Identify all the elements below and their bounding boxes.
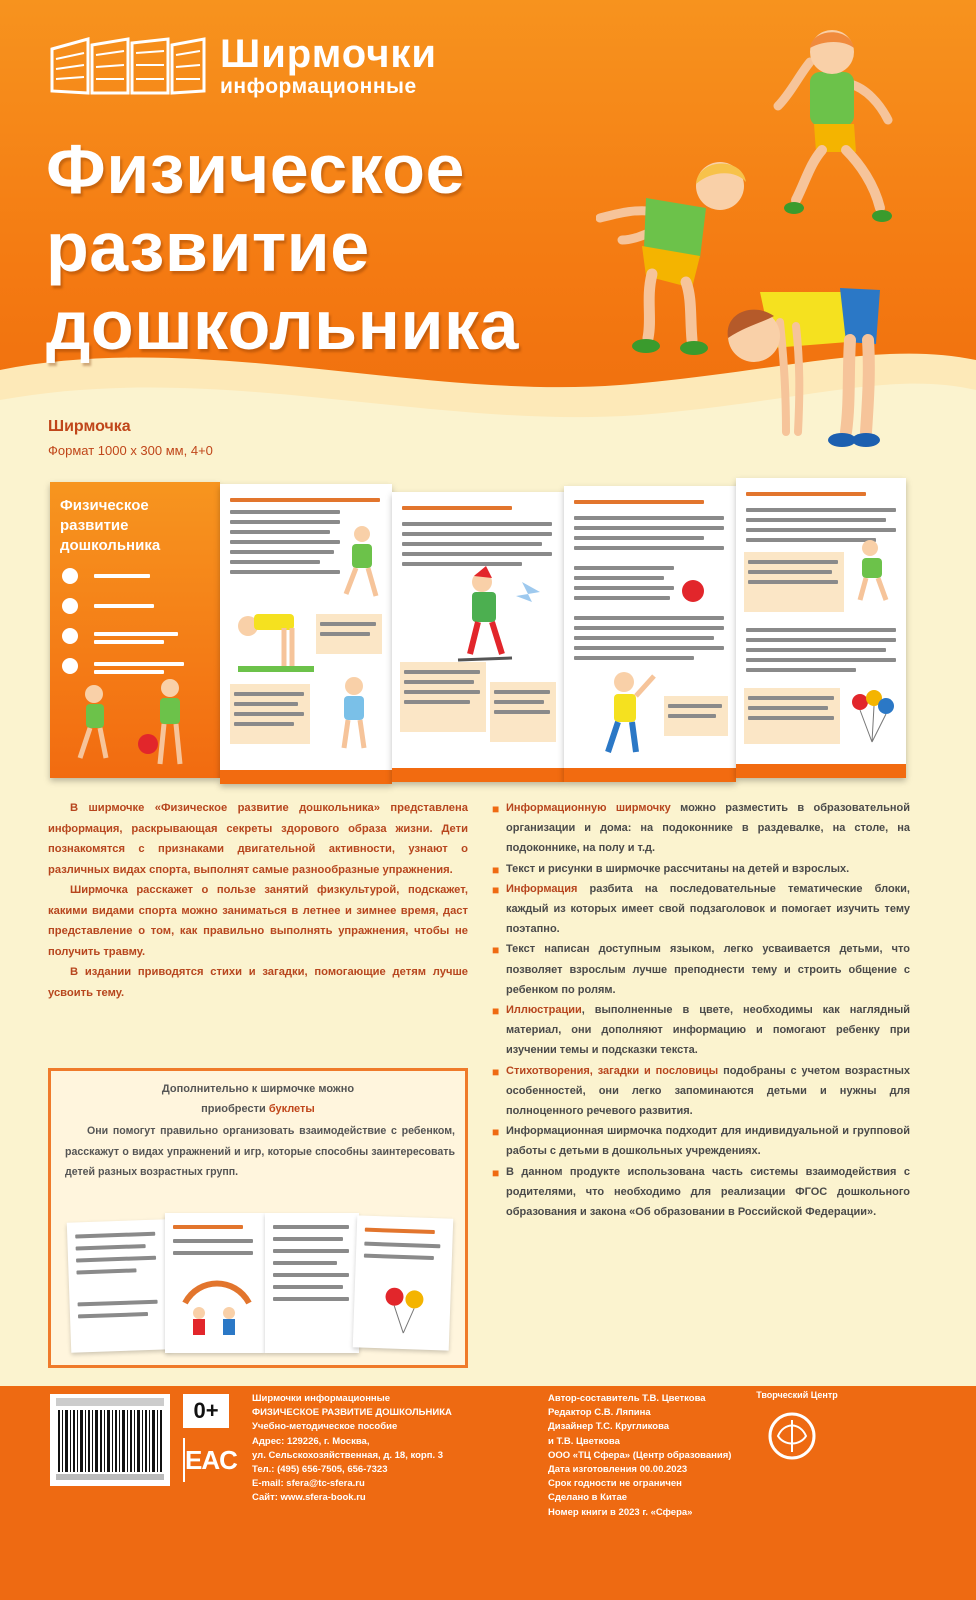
cover-bullet-icon [62,598,78,614]
feature-item-text: В данном продукте использована часть системы взаимодействия с родителями, что необходимо для реализации ФГОС дошкольного образования и закона «Об образовании в Российской Федерации». [506,1165,910,1219]
description-paragraph-2: Ширмочка расскажет о пользе занятий физкультурой, подскажет, какими видами спорта можно заниматься в летнее и зимнее время, даст представление о том, как правильно выполнять упражнения, чтобы не получить травму. [48,884,468,958]
brand-title: Ширмочки [220,32,438,76]
bullet-icon: ■ [492,882,500,897]
preview-cover-title-1: Физическое [60,497,149,514]
brand-subtitle: информационные [220,75,417,98]
feature-item-highlight: Информационную ширмочку [506,802,671,814]
cover-children-illustration [60,678,210,774]
feature-item-highlight: Стихотворения, загадки и пословицы [506,1064,719,1077]
preview-cover-title-2: развитие [60,517,129,534]
footer [0,1386,976,1600]
title-line-3: дошкольника [46,286,519,364]
feature-item [492,859,910,879]
preview-cover-panel [50,482,220,778]
booklet-balloons-icon [373,1276,435,1338]
booklet-thumbnail [353,1215,454,1350]
cover-bullet-icon [62,658,78,674]
ball-icon [682,580,704,602]
footer-line: Сайт: www.sfera-book.ru [252,1492,366,1504]
cover-bullet-icon [62,568,78,584]
footer-line: ФИЗИЧЕСКОЕ РАЗВИТИЕ ДОШКОЛЬНИКА [252,1407,452,1419]
preview-panel-4 [564,486,736,782]
age-rating-badge: 0+ [183,1394,229,1428]
panel-skiing-child-icon [452,562,552,672]
title-line-2: развитие [46,208,370,286]
additional-box-title-prefix: приобрести [201,1103,269,1115]
title-line-1: Физическое [46,130,465,208]
product-format: Формат 1000 х 300 мм, 4+0 [48,443,213,458]
additional-box-title-line-1: Дополнительно к ширмочке можно [161,1083,355,1095]
footer-line: Ширмочки информационные [252,1393,391,1404]
feature-item-text: Информационная ширмочка подходит для индивидуальной и групповой работы с детьми в дошкольных учреждениях. [506,1125,910,1158]
publisher-logo [752,1390,832,1470]
feature-item-highlight: Информация [506,882,578,895]
footer-line: ул. Сельскохозяйственная, д. 18, корп. 3 [252,1449,444,1461]
additional-box-title-line-2 [51,1099,465,1119]
booklet-children-icon [179,1273,255,1343]
bullet-icon: ■ [492,862,500,877]
footer-line: Тел.: (495) 656-7505, 656-7323 [252,1464,388,1476]
footer-line: Дизайнер Т.С. Кругликова [548,1421,670,1433]
feature-item [492,1061,910,1122]
footer-line: Редактор С.В. Ляпина [548,1407,651,1419]
footer-line: E-mail: sfera@tc-sfera.ru [252,1478,365,1490]
footer-line: Адрес: 129226, г. Москва, [252,1435,370,1447]
feature-item-text: Текст и рисунки в ширмочке рассчитаны на детей и взрослых. [506,862,850,875]
footer-line: ООО «ТЦ Сфера» (Центр образования) [548,1449,732,1461]
preview-cover-title [60,496,160,556]
booklet-thumbnail [67,1219,171,1352]
preview-panel-5 [736,478,906,778]
bullet-icon: ■ [492,943,500,958]
feature-item [492,1121,910,1161]
panel-running-child-icon [336,524,386,604]
features-right-column [492,798,910,1222]
additional-booklets-box [48,1068,468,1368]
preview-cover-title-3: дошкольника [60,537,161,554]
feature-item [492,879,910,940]
bending-child-illustration [720,282,890,452]
footer-line: Учебно-методическое пособие [252,1421,398,1433]
bullet-icon: ■ [492,1064,500,1079]
book-stack-logo-icon [48,35,208,97]
additional-box-text: Они помогут правильно организовать взаимодействие с ребенком, расскажут о видах упражнений и игр, которые способны заинтересовать детей разных возрастных групп. [65,1125,455,1178]
bullet-icon: ■ [492,1125,500,1140]
barcode [50,1394,170,1486]
panel-jumping-child-icon [850,538,904,608]
additional-box-title [51,1079,465,1119]
features-list [492,798,910,1222]
description-paragraph-3: В издании приводятся стихи и загадки, помогающие детям лучше усвоить тему. [48,966,468,999]
footer-line: Дата изготовления 00.00.2023 [548,1464,688,1476]
footer-line: Сделано в Китае [548,1492,628,1504]
feature-item-highlight: Иллюстрации [506,1004,582,1017]
panel-throwing-child-icon [594,666,664,756]
publisher-name: Творческий Центр [756,1390,838,1400]
feature-item-text: подобраны с учетом возрастных особенностей, они легко запоминаются детьми и нужны для полноценного речевого развития. [506,1064,910,1118]
panel-balloons-icon [846,688,902,748]
feature-item-text: можно разместить в образовательной организации и дома: на подоконнике в раздевалке, на столе, на подоконнике, на полу и т.д. [506,802,910,855]
footer-line: Срок годности не ограничен [548,1478,682,1490]
booklet-thumbnail [265,1213,359,1353]
footer-line: Номер книги в 2023 г. «Сфера» [548,1506,693,1518]
footer-line: Автор-составитель Т.В. Цветкова [548,1393,706,1404]
feature-item [492,798,910,859]
panel-bending-child-icon [234,604,314,674]
panel-ball-child-icon [328,674,378,754]
brand [48,34,437,97]
footer-credits [548,1392,748,1520]
feature-item-text: разбита на последовательные тематические блоки, каждый из которых имеет свой подзаголовок и помогает изучить тему поэтапно. [506,882,910,936]
booklet-thumbnail [165,1213,265,1353]
footer-line: и Т.В. Цветкова [548,1435,620,1447]
feature-item-text: Текст написан доступным языком, легко усваивается детьми, что позволяет взрослым лучше преподнести тему и строить общение с ребенком по ролям. [506,943,910,996]
bullet-icon: ■ [492,1004,500,1019]
main-title [46,130,519,364]
description-paragraph-1: В ширмочке «Физическое развитие дошкольника» представлена информация, раскрывающая секреты здорового образа жизни. Дети познакомятся с признаками двигательной активности, узнают о различных видах спорта, выполнят самые разнообразные упражнения. [48,802,468,876]
header-banner [0,0,976,490]
feature-item-text: , выполненные в цвете, необходимы как наглядный материал, они дополняют информацию и помогают ребенку при изучении темы и подсказки текста. [506,1004,910,1057]
preview-panel-2 [220,484,392,784]
additional-box-title-highlight: буклеты [268,1103,315,1115]
folding-screen-preview [50,478,906,788]
feature-item [492,1162,910,1223]
bullet-icon: ■ [492,802,500,816]
footer-publication-info [252,1392,542,1506]
description-left-column [48,798,468,1003]
preview-panel-3 [392,492,564,782]
eac-mark: EAC [183,1438,229,1482]
running-child-illustration [770,24,900,224]
cover-bullet-icon [62,628,78,644]
feature-item [492,1000,910,1061]
feature-item [492,939,910,1000]
bullet-icon: ■ [492,1165,500,1180]
barcode-icon [50,1394,170,1486]
product-type: Ширмочка [48,418,131,435]
